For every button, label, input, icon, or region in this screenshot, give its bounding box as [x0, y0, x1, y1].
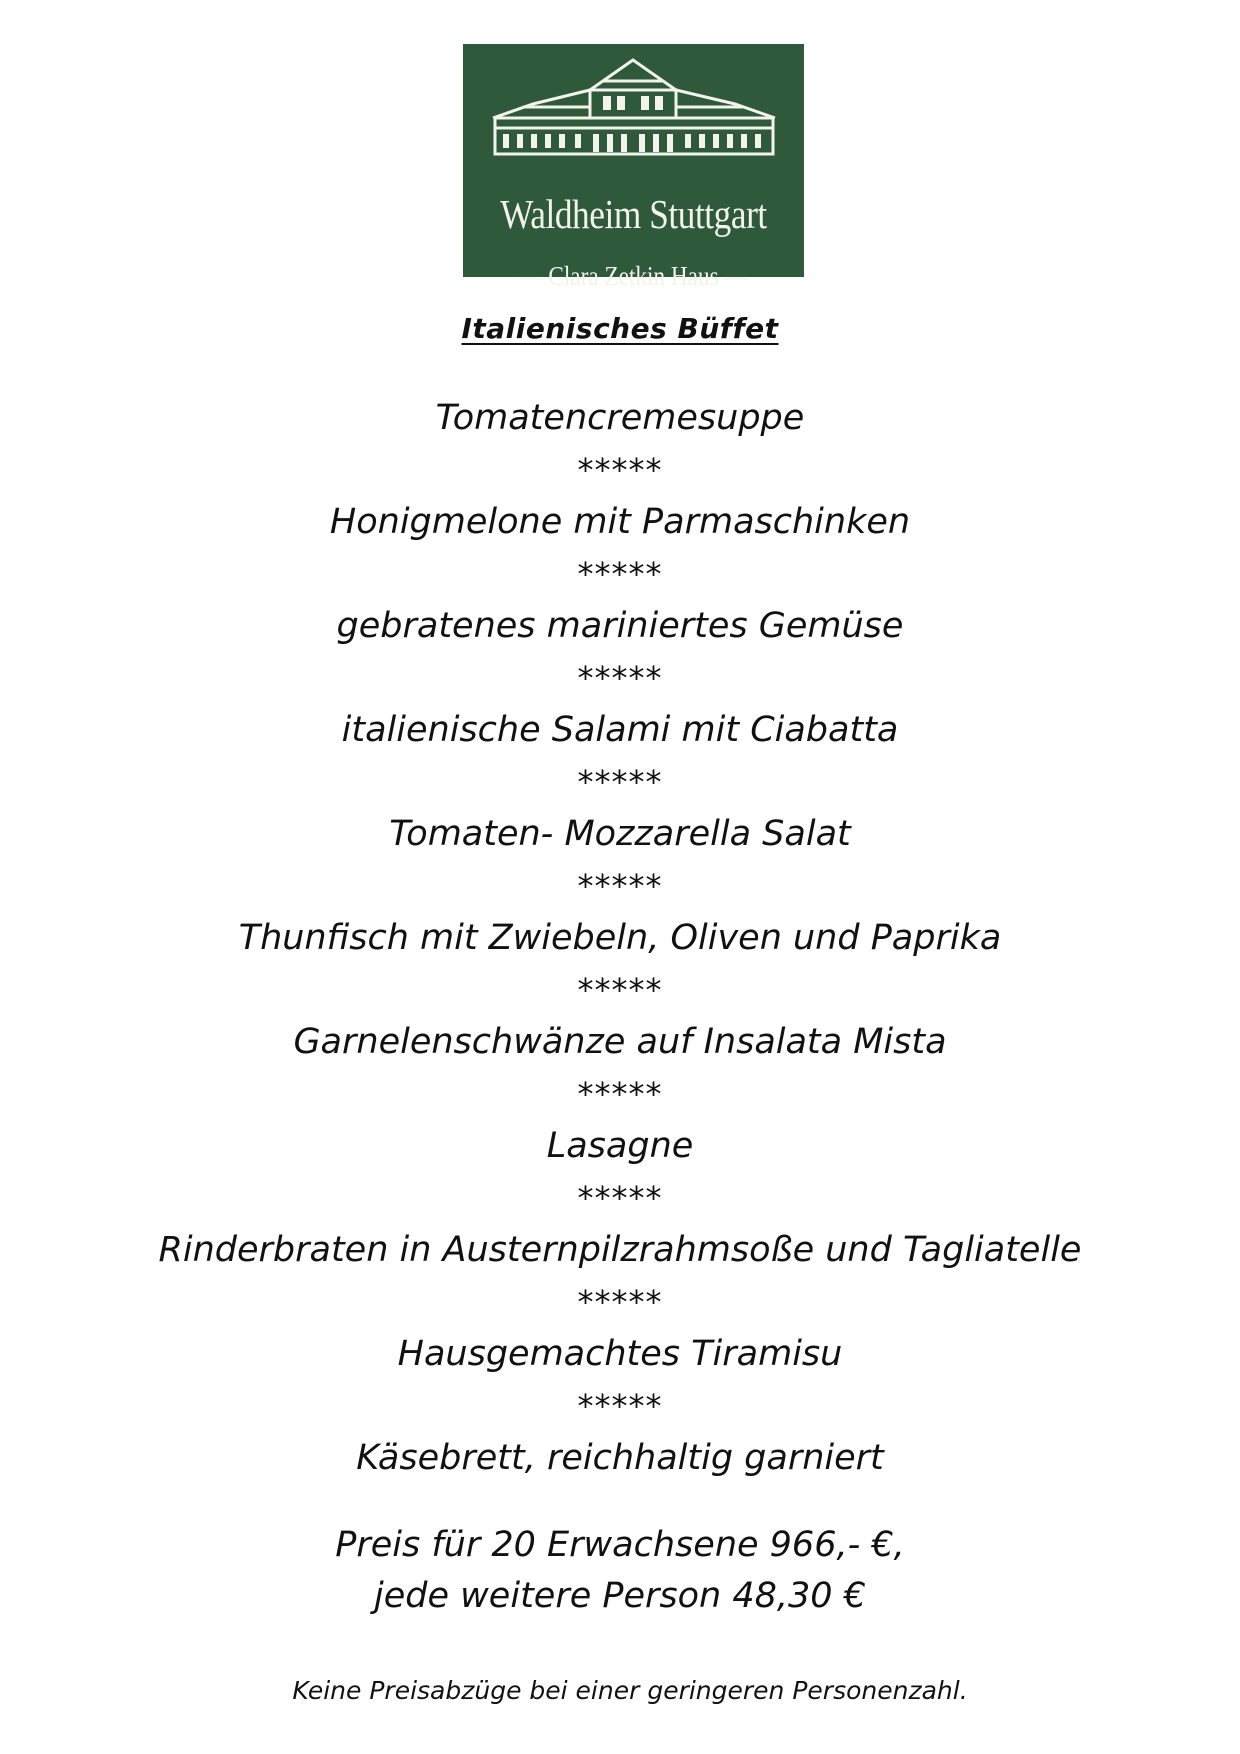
logo-name: Waldheim Stuttgart — [500, 191, 767, 237]
course-item: Lasagne — [546, 1126, 694, 1166]
course-item: Honigmelone mit Parmaschinken — [329, 502, 911, 542]
price-note: Keine Preisabzüge bei einer geringeren Personenzahl. — [292, 1676, 968, 1705]
building-icon — [463, 44, 804, 184]
course-separator: ***** — [577, 659, 663, 697]
logo-subtitle: — Clara Zetkin Haus — — [519, 261, 748, 291]
course-separator: ***** — [577, 1283, 663, 1321]
course-item: italienische Salami mit Ciabatta — [341, 710, 899, 750]
course-separator: ***** — [577, 971, 663, 1009]
course-item: Thunfisch mit Zwiebeln, Oliven und Paprika — [238, 918, 1002, 958]
course-separator: ***** — [577, 451, 663, 489]
price-line-adults: Preis für 20 Erwachsene 966,- €, — [335, 1525, 905, 1565]
course-separator: ***** — [577, 555, 663, 593]
course-item: Rinderbraten in Austernpilzrahmsoße und Tagliatelle — [158, 1230, 1082, 1270]
course-separator: ***** — [577, 867, 663, 905]
logo — [463, 44, 804, 291]
course-item: Tomaten- Mozzarella Salat — [389, 814, 851, 854]
course-item: Käsebrett, reichhaltig garniert — [356, 1438, 884, 1478]
course-separator: ***** — [577, 1387, 663, 1425]
course-separator: ***** — [577, 763, 663, 801]
course-item: Hausgemachtes Tiramisu — [397, 1334, 843, 1374]
course-separator: ***** — [577, 1179, 663, 1217]
menu-heading: Italienisches Büffet — [461, 312, 779, 345]
course-item: gebratenes mariniertes Gemüse — [336, 606, 904, 646]
course-item: Garnelenschwänze auf Insalata Mista — [293, 1022, 947, 1062]
price-line-additional: jede weitere Person 48,30 € — [374, 1576, 866, 1616]
course-separator: ***** — [577, 1075, 663, 1113]
course-list — [0, 392, 1240, 1484]
price-block — [0, 1520, 1240, 1622]
course-item: Tomatencremesuppe — [435, 398, 805, 438]
